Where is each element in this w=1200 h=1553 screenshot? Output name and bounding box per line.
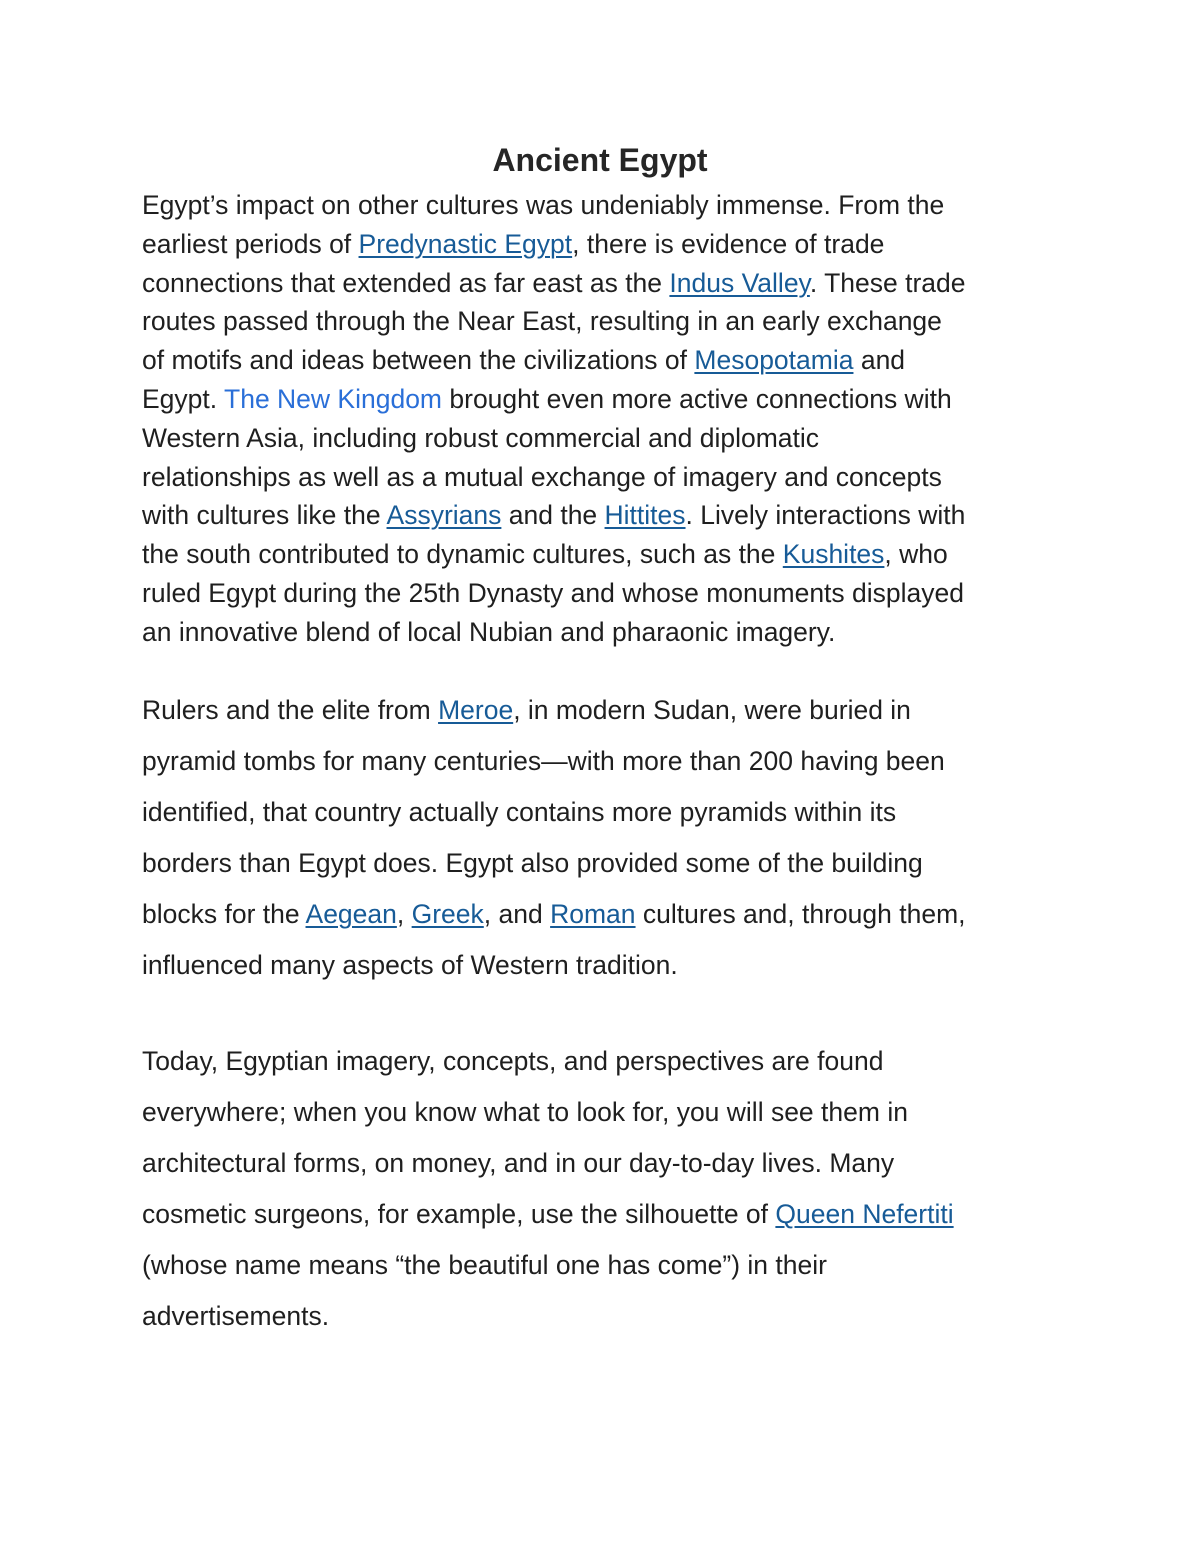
text-line [142,1036,1072,1087]
text-line [142,225,1072,264]
text-run: . Lively interactions with [685,500,966,531]
text-line [142,419,1072,458]
paragraph-2 [142,685,1072,991]
text-line [142,1291,1072,1342]
inline-link[interactable]: Mesopotamia [694,345,854,376]
inline-link[interactable]: Hittites [604,500,686,531]
text-line [142,302,1072,341]
text-run: . These trade [809,267,966,298]
inline-link[interactable]: Aegean [305,899,397,929]
text-run: , there is evidence of trade [572,228,885,259]
text-run: , and [483,899,551,929]
text-line [142,1087,1072,1138]
text-run: cultures and, through them, [635,899,966,929]
text-line [142,341,1072,380]
text-run: earliest periods of [142,228,359,259]
text-line [142,1240,1072,1291]
text-line [142,458,1072,497]
text-line [142,1138,1072,1189]
text-run: an innovative blend of local Nubian and pharaonic imagery. [142,616,836,647]
text-run: borders than Egypt does. Egypt also provided some of the building [142,848,923,878]
text-line [142,787,1072,838]
text-run: brought even more active connections with [442,383,952,414]
highlighted-text: The New Kingdom [224,383,443,414]
text-line [142,574,1072,613]
text-line [142,613,1072,652]
text-line [142,940,1072,991]
text-run: cosmetic surgeons, for example, use the silhouette of [142,1199,776,1229]
paragraph-3 [142,1036,1072,1342]
text-run: (whose name means “the beautiful one has come”) in their [142,1250,827,1280]
text-run: ruled Egypt during the 25th Dynasty and whose monuments displayed [142,577,964,608]
text-run: identified, that country actually contains more pyramids within its [142,797,897,827]
text-run: Egypt’s impact on other cultures was undeniably immense. From the [142,190,945,220]
text-line [142,889,1072,940]
text-line [142,1189,1072,1240]
inline-link[interactable]: Roman [550,899,636,929]
text-run: relationships as well as a mutual exchange of imagery and concepts [142,461,942,492]
text-run: Rulers and the elite from [142,695,439,725]
text-run: , who [884,539,948,570]
inline-link[interactable]: Meroe [438,695,514,725]
inline-link[interactable]: Indus Valley [669,267,810,298]
inline-link[interactable]: Queen Nefertiti [775,1199,954,1229]
text-run: of motifs and ideas between the civilizations of [142,345,695,376]
text-run: , [396,899,412,929]
text-line [142,685,1072,736]
text-line [142,535,1072,574]
text-run: routes passed through the Near East, resulting in an early exchange [142,306,942,337]
text-run: the south contributed to dynamic cultures, such as the [142,539,783,570]
text-line [142,736,1072,787]
text-line [142,264,1072,303]
inline-link[interactable]: Assyrians [386,500,502,531]
text-run: influenced many aspects of Western tradition. [142,950,678,980]
text-run: , in modern Sudan, were buried in [513,695,911,725]
text-run: architectural forms, on money, and in our day-to-day lives. Many [142,1148,895,1178]
text-run: pyramid tombs for many centuries—with more than 200 having been [142,746,945,776]
text-line [142,186,1072,225]
inline-link[interactable]: Predynastic Egypt [358,228,573,259]
text-run: everywhere; when you know what to look for, you will see them in [142,1097,908,1127]
text-run: Egypt. [142,383,225,414]
text-run: and [853,345,906,376]
text-line [142,838,1072,889]
inline-link[interactable]: Kushites [782,539,885,570]
inline-link[interactable]: Greek [411,899,484,929]
text-run: Western Asia, including robust commercial and diplomatic [142,422,820,453]
text-run: connections that extended as far east as the [142,267,670,298]
text-run: Today, Egyptian imagery, concepts, and perspectives are found [142,1046,884,1076]
text-run: advertisements. [142,1301,330,1331]
text-run: and the [501,500,605,531]
paragraph-1 [142,186,1072,652]
text-run: blocks for the [142,899,306,929]
text-run: with cultures like the [142,500,387,531]
document-title: Ancient Egypt [492,142,708,178]
text-line [142,496,1072,535]
text-line [142,380,1072,419]
